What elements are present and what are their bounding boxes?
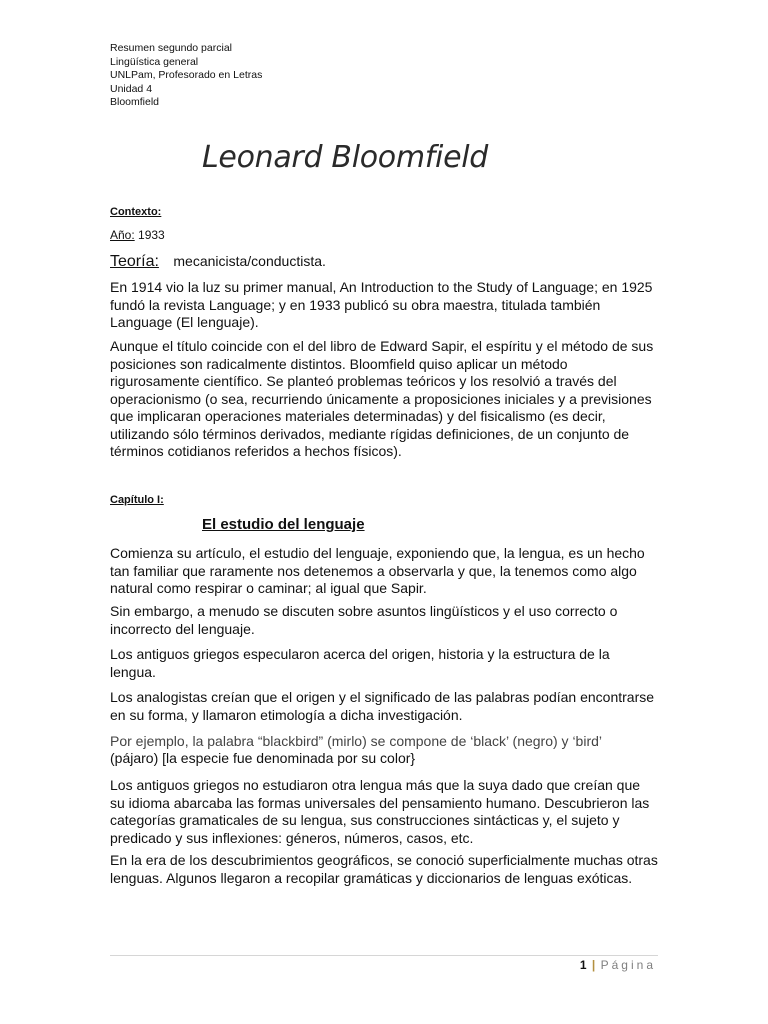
anio-label: Año: [110,228,135,242]
teoria-row [110,253,326,271]
contexto-label: Contexto: [110,206,162,218]
chapter-paragraph-1 [110,545,658,598]
after-paragraph-1 [110,777,658,847]
header-line-5: Bloomfield [110,96,160,108]
paragraph-text: Los antiguos griegos no estudiaron otra lengua más que la suya dado que creían que su idioma abarcaba las formas universales del pensamiento humano. Descubrieron las categorías gramaticales de su lengua, sus construcciones sintácticas y, el sujeto y predicado y sus inflexiones: géneros, números, casos, etc. [110,777,650,846]
paragraph-text: En 1914 vio la luz su primer manual, An Introduction to the Study of Language; en 1925 fundó la revista Language; y en 1933 publicó su obra maestra, titulada también Language (El lenguaje). [110,279,653,330]
paragraph-text: Los analogistas creían que el origen y el significado de las palabras podían encontrarse en su forma, y llamaron etimología a dicha investigación. [110,689,655,723]
anio-value: 1933 [138,228,165,242]
footer-separator: | [591,958,596,972]
chapter-paragraph-2 [110,603,658,638]
header-line-4: Unidad 4 [110,82,153,95]
example-line-2: (pájaro) [la especie fue denominada por su color} [110,750,416,766]
header-line-3: UNLPam, Profesorado en Letras [110,69,263,81]
anio-row [110,228,165,242]
intro-paragraph-2 [110,338,658,461]
teoria-value: mecanicista/conductista. [173,253,326,269]
intro-paragraph-1 [110,279,658,332]
paragraph-text: En la era de los descubrimientos geográficos, se conoció superficialmente muchas otras lenguas. Algunos llegaron a recopilar gramáticas y diccionarios de lenguas exóticas. [110,852,658,886]
header-line-2: Lingüística general [110,55,199,68]
document-title: Leonard Bloomfield [202,140,489,175]
paragraph-text: Sin embargo, a menudo se discuten sobre asuntos lingüísticos y el uso correcto o incorrecto del lenguaje. [110,603,618,637]
page-word: Página [600,958,656,972]
example-line-1: Por ejemplo, la palabra “blackbird” (mirlo) se compone de ‘black’ (negro) y ‘bird’ [110,733,603,749]
chapter-label: Capítulo I: [110,494,164,506]
document-header [110,42,262,110]
after-paragraph-2 [110,852,658,887]
header-line-1: Resumen segundo parcial [110,42,232,54]
paragraph-text: Los antiguos griegos especularon acerca del origen, historia y la estructura de la lengua. [110,646,610,680]
footer-divider [110,955,658,956]
paragraph-text: Aunque el título coincide con el del libro de Edward Sapir, el espíritu y el método de sus posiciones son radicalmente distintos. Bloomfield quiso aplicar un método rigurosamente científico. Se planteó problemas teóricos y los resolvió a través del operacionismo (o sea, recurriendo únicamente a proposiciones iniciales y a previsiones que implicaran operaciones materiales determinadas) y del fisicalismo (es decir, utilizando sólo términos derivados, mediante rígidas definiciones, de un conjunto de términos cotidianos referidos a hechos físicos). [110,338,654,459]
paragraph-text: Comienza su artículo, el estudio del lenguaje, exponiendo que, la lengua, es un hecho tan familiar que raramente nos detenemos a observarla y que, la tenemos como algo natural como respirar o caminar; al igual que Sapir. [110,545,645,596]
chapter-paragraph-4 [110,689,658,724]
chapter-paragraph-3 [110,646,658,681]
teoria-label: Teoría: [110,253,159,270]
chapter-title: El estudio del lenguaje [202,516,365,533]
page-footer [580,958,656,972]
page-number: 1 [579,958,587,972]
